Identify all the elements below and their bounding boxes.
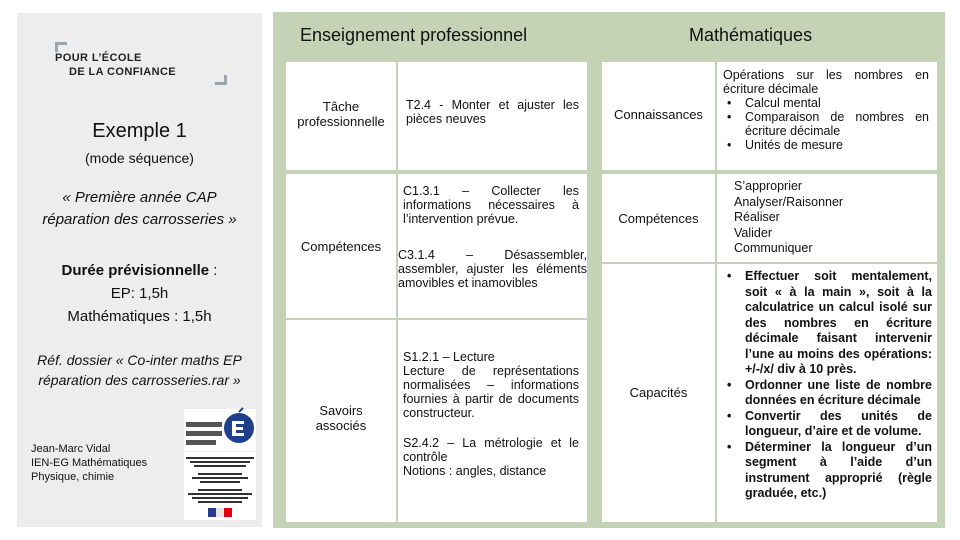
author-role: IEN-EG Mathématiques: [31, 457, 148, 469]
math-competence-item: Communiquer: [734, 241, 813, 255]
capacites-label-cell: [602, 264, 715, 522]
capacite-item: • Ordonner une liste de nombre données en écriture décimale: [723, 378, 932, 409]
duration-heading: [17, 262, 262, 279]
connaissances-item: • Calcul mental: [723, 96, 929, 110]
savoirs-label-cell: [286, 320, 396, 522]
connaissances-item: • Unités de mesure: [723, 138, 929, 152]
s121-title: S1.2.1 – Lecture: [403, 350, 495, 364]
author-name: Jean-Marc Vidal: [31, 443, 111, 455]
capacites-text-cell: [717, 264, 937, 522]
s242-desc: Notions : angles, distance: [403, 464, 547, 478]
connaissances-label-cell: [602, 62, 715, 170]
capacite-item: • Déterminer la longueur d’un segment à l’aide d’un instrument approprié (règle graduée, etc.): [723, 440, 932, 502]
s121-desc: Lecture de représentations normalisées – informations fournies à partir de documents constructeur.: [403, 364, 579, 420]
example-subtitle: (mode séquence): [85, 150, 194, 166]
c314-cell: [398, 240, 587, 318]
math-competences-text-cell: [717, 174, 937, 262]
connaissances-label: Connaissances: [614, 107, 703, 122]
tache-text: T2.4 - Monter et ajuster les pièces neuves: [406, 98, 579, 126]
tache-text-cell: [398, 62, 587, 170]
connaissances-text-cell: [717, 62, 937, 170]
example-title: Exemple 1: [92, 120, 187, 142]
capacite-item: • Effectuer soit mentalement, soit « à la main », soit à la calculatrice un calcul isolé sur des nombres en écriture décimale faisant intervenir l’une au moins des opérations: +/-/x/ div à 10 près.: [723, 269, 932, 378]
savoirs-label-line2: associés: [315, 418, 367, 433]
tache-label-cell: [286, 62, 396, 170]
savoirs-label-line1: Savoirs: [319, 403, 363, 418]
math-competence-item: Valider: [734, 225, 772, 240]
duration-label: Durée prévisionnelle: [61, 262, 210, 279]
cap-title-line-2: réparation des carrosseries »: [42, 211, 237, 228]
academy-logo: [182, 406, 258, 522]
savoirs-text-cell: [398, 320, 587, 522]
math-competences-label: Compétences: [618, 211, 699, 226]
math-competence-item: Réaliser: [734, 210, 780, 224]
ecole-confiance-logo: [52, 42, 232, 92]
duration-ep: EP: 1,5h: [110, 285, 169, 302]
cap-title-line-1: « Première année CAP: [62, 189, 217, 206]
logo-line-2: DE LA CONFIANCE: [69, 66, 177, 78]
tache-label-line2: professionnelle: [297, 114, 385, 129]
competences-label-cell: [286, 174, 396, 318]
author-field: Physique, chimie: [31, 471, 115, 483]
connaissances-item: • Comparaison de nombres en écriture décimale: [723, 110, 929, 138]
competences-label: Compétences: [300, 239, 382, 254]
header-mathematiques: Mathématiques: [689, 25, 813, 45]
reference-line-2: réparation des carrosseries.rar »: [38, 372, 241, 388]
math-competences-label-cell: [602, 174, 715, 262]
capacites-label: Capacités: [629, 385, 688, 400]
c314-text: C3.1.4 – Désassembler, assembler, ajuster les éléments amovibles et inamovibles: [398, 248, 587, 290]
math-competence-item: Analyser/Raisonner: [734, 194, 844, 209]
tache-label-line1: Tâche: [322, 99, 360, 114]
duration-colon: :: [209, 262, 218, 279]
duration-math: Mathématiques : 1,5h: [67, 308, 212, 325]
connaissances-intro: Opérations sur les nombres en écriture décimale: [723, 68, 929, 96]
reference-line-1: Réf. dossier « Co-inter maths EP: [37, 352, 242, 368]
c131-text: C1.3.1 – Collecter les informations nécessaires à l’intervention prévue.: [403, 184, 579, 226]
capacite-item: • Convertir des unités de longueur, d’aire et de volume.: [723, 409, 932, 440]
s242-title: S2.4.2 – La métrologie et le contrôle: [403, 436, 579, 464]
math-competence-item: S’approprier: [734, 179, 803, 193]
header-enseignement-professionnel: Enseignement professionnel: [300, 25, 528, 45]
logo-line-1: POUR L’ÉCOLE: [55, 52, 142, 64]
